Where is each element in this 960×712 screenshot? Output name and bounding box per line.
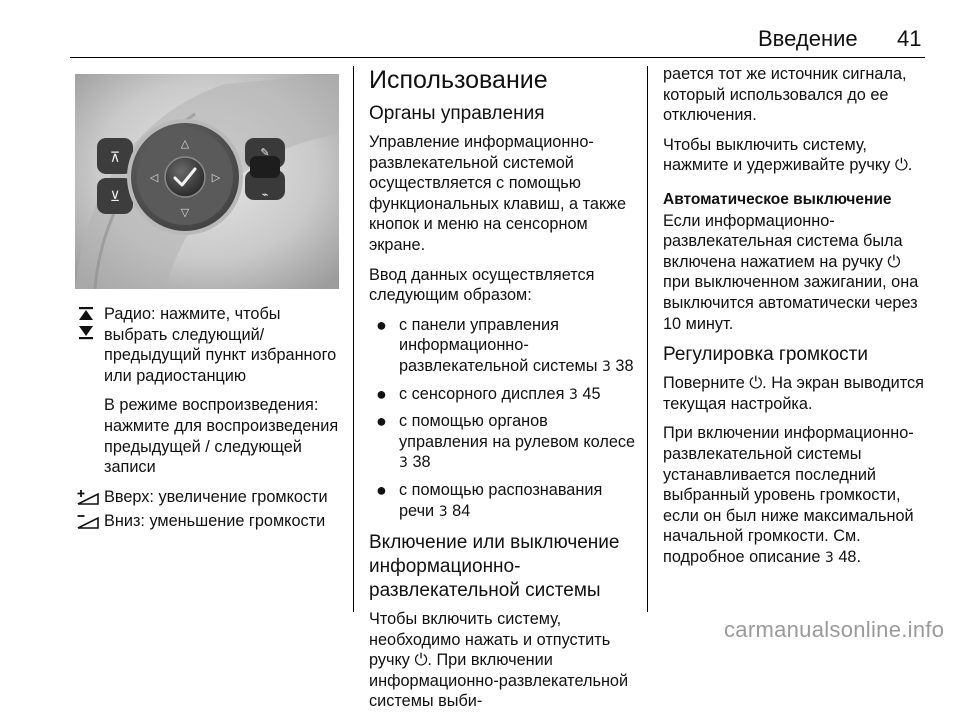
page-number: 41: [897, 26, 922, 51]
auto-off-heading: Автоматическое выключение: [663, 190, 892, 208]
volume-down-icon: [76, 513, 100, 529]
definition-playback: [76, 395, 348, 477]
definition-radio: [76, 304, 348, 386]
svg-text:⊼: ⊼: [109, 150, 121, 166]
playback-description: В режиме воспроизведения: нажмите для воспроизведения предыдущей / следующей записи: [104, 396, 339, 477]
svg-text:▷: ▷: [211, 171, 221, 184]
page-ref-link[interactable]: 48: [838, 547, 857, 566]
page-ref-link[interactable]: 38: [615, 356, 634, 375]
controls-intro: Управление информационно-развлекательной системой осуществляется с помощью функциональных клавиш, а также кнопок и меню на сенсорном экране.: [369, 133, 627, 254]
svg-text:◁: ◁: [149, 171, 159, 184]
section-subtitle: Органы управления: [369, 103, 545, 124]
list-item: ● с панели управления информационно-развлекательной системы 3 38: [376, 314, 634, 375]
input-methods-list: [369, 315, 637, 522]
radio-description: Радио: нажмите, чтобы выбрать следующий/ предыдущий пункт избранного или радиостанцию: [104, 305, 337, 385]
column-divider-left: [353, 66, 354, 612]
column-middle: [369, 64, 637, 712]
power-icon: ⏻: [414, 650, 428, 670]
continuation-text: рается тот же источник сигнала, который использовался до ее отключения.: [663, 65, 907, 125]
list-item: ● с помощью органов управления на рулевом колесе 3 38: [376, 411, 636, 472]
column-divider-right: [647, 66, 648, 612]
xref-icon: 3: [601, 358, 611, 375]
power-icon: ⏻: [894, 155, 908, 175]
page-ref-link[interactable]: 84: [452, 501, 471, 520]
volume-down-description: Вниз: уменьшение громкости: [104, 512, 326, 531]
onoff-text: Чтобы включить систему, необходимо нажать и отпустить ручку ⏻. При включении информационно-развлекательной системы выби-: [369, 610, 629, 711]
svg-text:⊻: ⊻: [109, 189, 121, 205]
svg-text:△: △: [180, 137, 190, 150]
page-ref-link[interactable]: 38: [412, 453, 431, 472]
xref-icon: 3: [399, 455, 408, 472]
volume-detail-text: При включении информационно-развлекательной системы устанавливается последний выбранный уровень громкости, если он был ниже максимальной начальной громкости. См. подробное описание 3 48.: [663, 424, 914, 566]
column-right: [663, 64, 931, 568]
page-header-title: Введение: [758, 26, 858, 51]
column-left: [76, 304, 348, 532]
list-item: ● с помощью распознавания речи 3 84: [376, 479, 603, 520]
xref-icon: 3: [568, 386, 578, 403]
volume-rotate-text: Поверните ⏻. На экран выводится текущая настройка.: [663, 373, 924, 413]
list-item: ● с сенсорного дисплея 3 45: [376, 383, 601, 404]
svg-text:✎: ✎: [260, 146, 270, 159]
header-rule: [70, 57, 925, 58]
svg-text:▽: ▽: [180, 206, 190, 219]
watermark: carmanualsonline.info: [724, 617, 945, 642]
power-icon: ⏻: [887, 251, 901, 271]
volume-heading: Регулировка громкости: [663, 344, 868, 366]
power-off-text: Чтобы выключить систему, нажмите и удерживайте ручку ⏻.: [663, 135, 913, 175]
volume-up-icon: [76, 489, 100, 505]
power-icon: ⏻: [749, 373, 763, 393]
input-intro: Ввод данных осуществляется следующим образом:: [369, 265, 595, 305]
definition-volume-up: [76, 487, 348, 508]
xref-icon: 3: [824, 549, 834, 566]
auto-off-text: Если информационно-развлекательная система была включена нажатием на ручку ⏻ при выключенном зажигании, она выключится автоматически через 10 минут.: [663, 211, 919, 333]
onoff-heading: Включение или выключение информационно-развлекательной системы: [369, 532, 620, 602]
xref-icon: 3: [438, 503, 448, 520]
svg-text:⌁: ⌁: [261, 188, 269, 201]
definition-volume-down: [76, 511, 348, 532]
steering-wheel-controls-photo: [75, 74, 339, 289]
section-title: Использование: [369, 66, 548, 94]
volume-up-description: Вверх: увеличение громкости: [104, 487, 328, 506]
page-ref-link[interactable]: 45: [582, 384, 601, 403]
skip-up-down-icon: [76, 306, 96, 344]
